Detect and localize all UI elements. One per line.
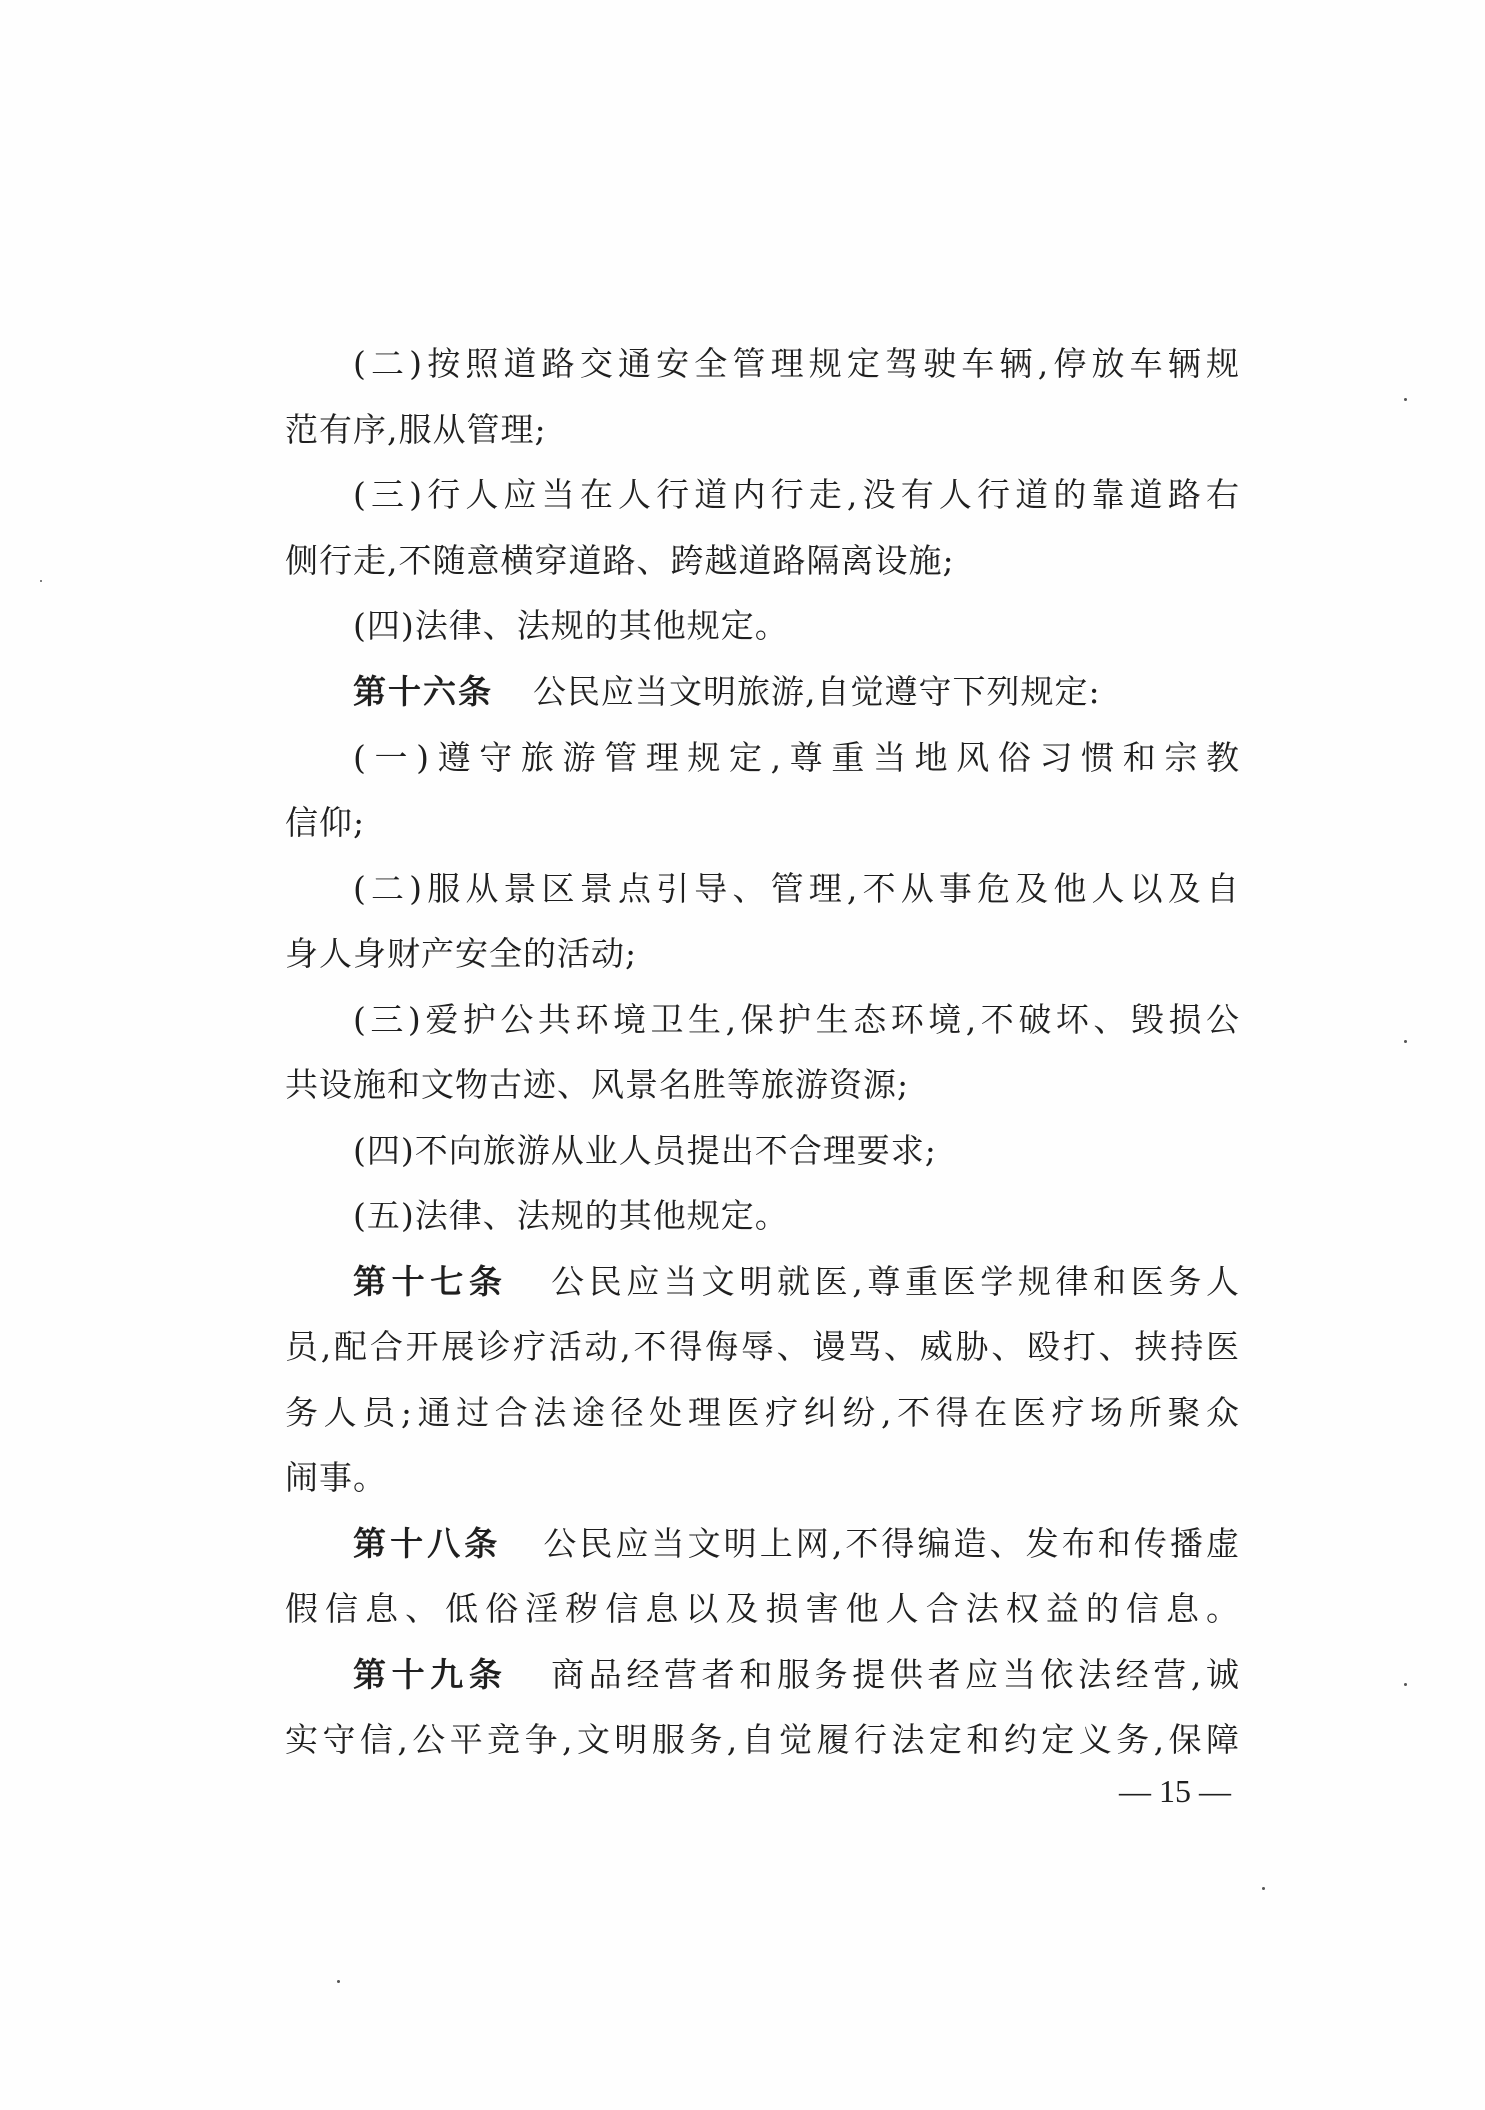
scan-speck xyxy=(337,1980,340,1983)
text-line: (四)法律、法规的其他规定。 xyxy=(353,606,789,645)
text-line: 信仰; xyxy=(285,803,366,842)
text-line: 员,配合开展诊疗活动,不得侮辱、谩骂、威胁、殴打、挟持医 xyxy=(285,1327,1240,1366)
text-line: (三)行人应当在人行道内行走,没有人行道的靠道路右 xyxy=(353,475,1240,514)
text-line: 实守信,公平竞争,文明服务,自觉履行法定和约定义务,保障 xyxy=(285,1720,1240,1759)
text-line: 假信息、低俗淫秽信息以及损害他人合法权益的信息。 xyxy=(285,1589,1240,1628)
text-line: (二)服从景区景点引导、管理,不从事危及他人以及自 xyxy=(353,869,1240,908)
scan-speck xyxy=(1262,1887,1265,1890)
article-text: 公民应当文明上网,不得编造、发布和传播虚 xyxy=(541,1524,1240,1563)
scan-speck xyxy=(1404,1683,1407,1686)
scan-speck xyxy=(1404,1040,1407,1043)
article-text: 公民应当文明旅游,自觉遵守下列规定: xyxy=(533,672,1101,711)
scan-speck xyxy=(40,580,42,582)
text-line: 闹事。 xyxy=(285,1458,387,1497)
text-line: 侧行走,不随意横穿道路、跨越道路隔离设施; xyxy=(285,541,955,580)
article-heading: 第十七条 xyxy=(353,1262,508,1301)
article-19-line xyxy=(285,1645,1240,1705)
article-text: 公民应当文明就医,尊重医学规律和医务人 xyxy=(547,1262,1240,1301)
scan-speck xyxy=(1404,398,1407,401)
text-line: 共设施和文物古迹、风景名胜等旅游资源; xyxy=(285,1065,910,1104)
article-heading: 第十九条 xyxy=(353,1655,508,1694)
text-line: (五)法律、法规的其他规定。 xyxy=(353,1196,789,1235)
text-line: 务人员;通过合法途径处理医疗纠纷,不得在医疗场所聚众 xyxy=(285,1393,1240,1432)
text-line: (四)不向旅游从业人员提出不合理要求; xyxy=(353,1131,937,1170)
article-17-line xyxy=(285,1252,1240,1312)
text-line: (二)按照道路交通安全管理规定驾驶车辆,停放车辆规 xyxy=(353,344,1240,383)
text-line: (三)爱护公共环境卫生,保护生态环境,不破坏、毁损公 xyxy=(353,1000,1240,1039)
page-number: — 15 — xyxy=(1119,1773,1231,1809)
article-text: 商品经营者和服务提供者应当依法经营,诚 xyxy=(547,1655,1240,1694)
article-heading: 第十八条 xyxy=(353,1524,502,1563)
text-line: (一)遵守旅游管理规定,尊重当地风俗习惯和宗教 xyxy=(353,738,1240,777)
article-16-line xyxy=(285,662,1240,722)
text-line: 范有序,服从管理; xyxy=(285,410,547,449)
text-line: 身人身财产安全的活动; xyxy=(285,934,638,973)
article-heading: 第十六条 xyxy=(353,672,493,711)
article-18-line xyxy=(285,1514,1240,1574)
